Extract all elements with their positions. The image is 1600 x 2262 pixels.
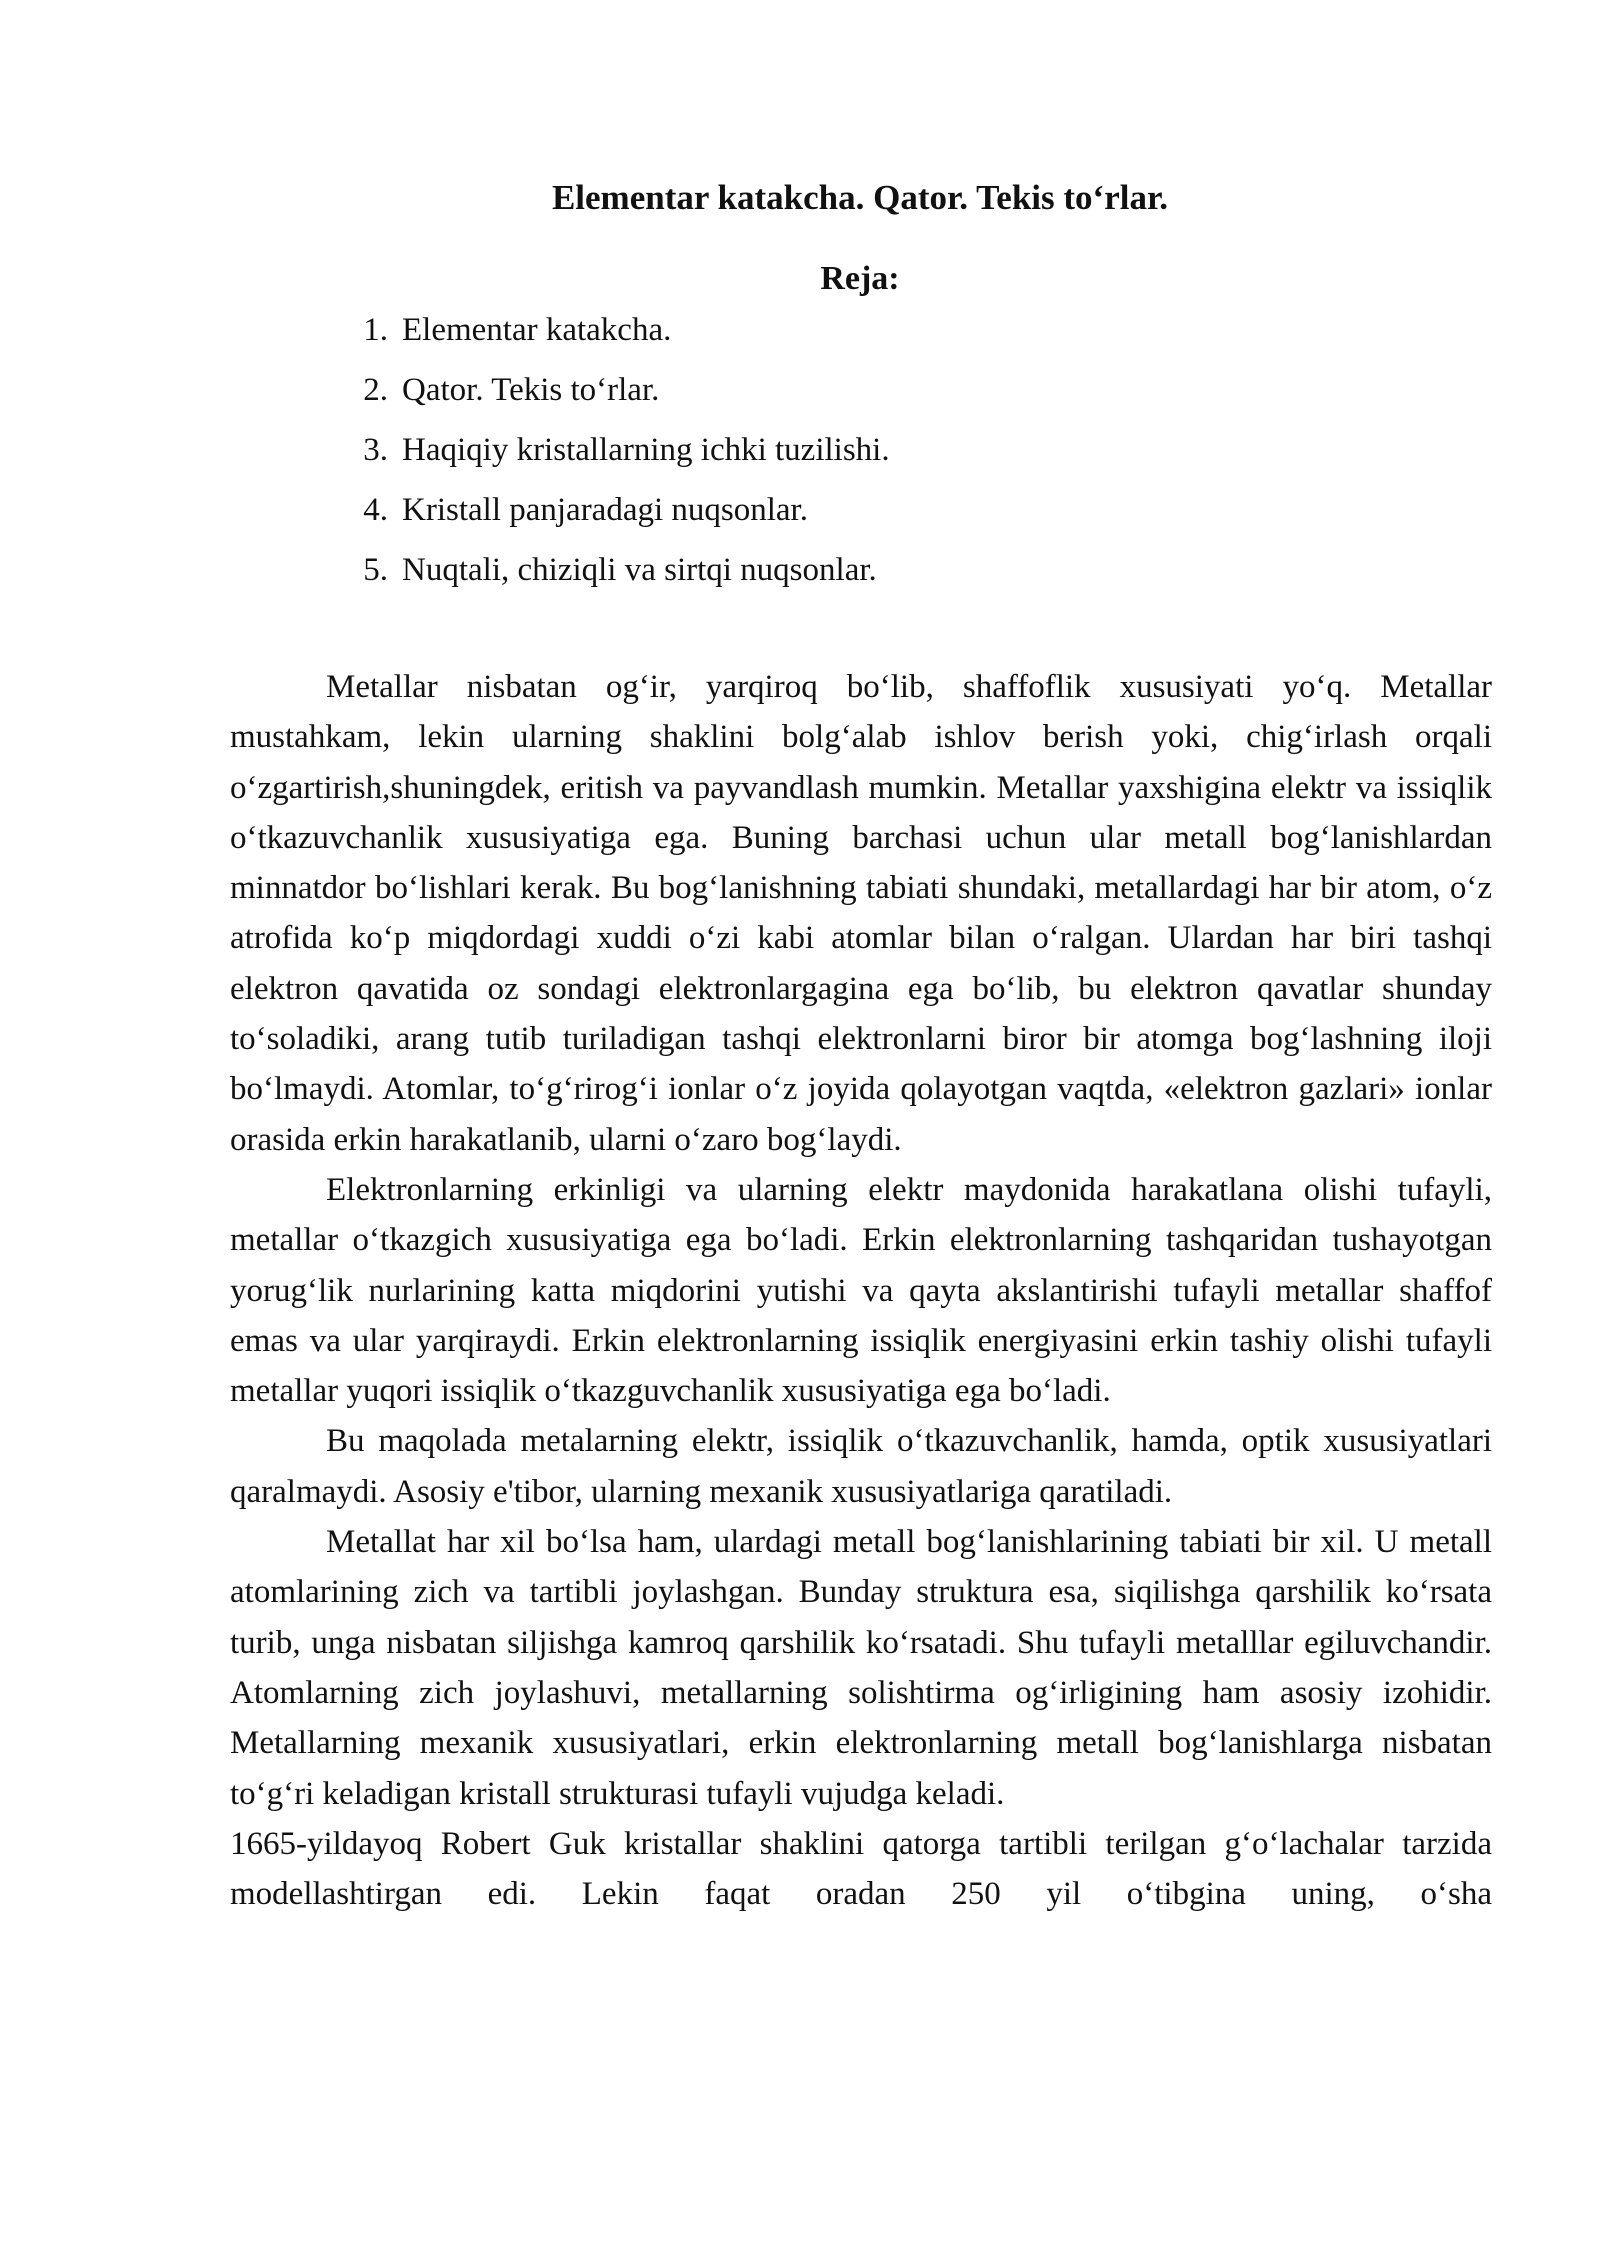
plan-heading: Reja: bbox=[820, 260, 900, 297]
plan-item-text: Haqiqiy kristallarning ichki tuzilishi. bbox=[402, 432, 890, 468]
plan-item-text: Qator. Tekis to‘rlar. bbox=[402, 372, 660, 408]
plan-item bbox=[330, 480, 1230, 540]
plan-item-text: Elementar katakcha. bbox=[402, 312, 672, 348]
plan-item-number: 4. bbox=[363, 492, 388, 528]
plan-item-number: 2. bbox=[363, 372, 388, 408]
plan-item-number: 1. bbox=[363, 312, 388, 348]
plan-item bbox=[330, 540, 1230, 600]
plan-item bbox=[330, 420, 1230, 480]
plan-item-text: Kristall panjaradagi nuqsonlar. bbox=[402, 492, 808, 528]
paragraph-metallic-bonds: Metallat har xil bo‘lsa ham, ulardagi metall bog‘lanishlarining tabiati bir xil. U metall atomlarining zich va tartibli joylashgan. Bunday struktura esa, siqilishga qarshilik ko‘rsata turib, unga nisbatan siljishga kamroq qarshilik ko‘rsatadi. Shu tufayli metalllar egiluvchandir. Atomlarning zich joylashuvi, metallarning solishtirma og‘irligining ham asosiy izohidir. Metallarning mexanik xususiyatlari, erkin elektronlarning metall bog‘lanishlarga nisbatan to‘g‘ri keladigan kristall strukturasi tufayli vujudga keladi. bbox=[230, 1524, 1492, 1812]
document-title: Elementar katakcha. Qator. Tekis to‘rlar. bbox=[551, 178, 1169, 217]
plan-item-text: Nuqtali, chiziqli va sirtqi nuqsonlar. bbox=[402, 552, 877, 588]
plan-item-number: 3. bbox=[363, 432, 388, 468]
body-text bbox=[230, 662, 1492, 1919]
plan-item bbox=[330, 300, 1230, 360]
paragraph-metal-properties: Metallar nisbatan og‘ir, yarqiroq bo‘lib, shaffoflik xususiyati yo‘q. Metallar mustahkam, lekin ularning shaklini bolg‘alab ishlov berish yoki, chig‘irlash orqali o‘zgartirish,shuningdek, eritish va payvandlash mumkin. Metallar yaxshigina elektr va issiqlik o‘tkazuvchanlik xususiyatiga ega. Buning barchasi uchun ular metall bog‘lanishlardan minnatdor bo‘lishlari kerak. Bu bog‘lanishning tabiati shundaki, metallardagi har bir atom, o‘z atrofida ko‘p miqdordagi xuddi o‘zi kabi atomlar bilan o‘ralgan. Ulardan har biri tashqi elektron qavatida oz sondagi elektronlargagina ega bo‘lib, bu elektron qavatlar shunday to‘soladiki, arang tutib turiladigan tashqi elektronlarni biror bir atomga bog‘lashning iloji bo‘lmaydi. Atomlar, to‘g‘rirog‘i ionlar o‘z joyida qolayotgan vaqtda, «elektron gazlari» ionlar orasida erkin harakatlanib, ularni o‘zaro bog‘laydi. bbox=[230, 669, 1492, 1158]
plan-list bbox=[330, 300, 1230, 600]
plan-item-number: 5. bbox=[363, 552, 388, 588]
paragraph-article-scope: Bu maqolada metalarning elektr, issiqlik o‘tkazuvchanlik, hamda, optik xususiyatlari qaralmaydi. Asosiy e'tibor, ularning mexanik xususiyatlariga qaratiladi. bbox=[230, 1423, 1492, 1510]
plan-item bbox=[330, 360, 1230, 420]
paragraph-free-electrons: Elektronlarning erkinligi va ularning elektr maydonida harakatlana olishi tufayli, metallar o‘tkazgich xususiyatiga ega bo‘ladi. Erkin elektronlarning tashqaridan tushayotgan yorug‘lik nurlarining katta miqdorini yutishi va qayta akslantirishi tufayli metallar shaffof emas va ular yarqiraydi. Erkin elektronlarning issiqlik energiyasini erkin tashiy olishi tufayli metallar yuqori issiqlik o‘tkazguvchanlik xususiyatiga ega bo‘ladi. bbox=[230, 1171, 1492, 1410]
paragraph-robert-hooke: 1665-yildayoq Robert Guk kristallar shaklini qatorga tartibli terilgan g‘o‘lachalar tarzida modellashtirgan edi. Lekin faqat oradan 250 yil o‘tibgina uning, o‘sha bbox=[230, 1825, 1492, 1913]
